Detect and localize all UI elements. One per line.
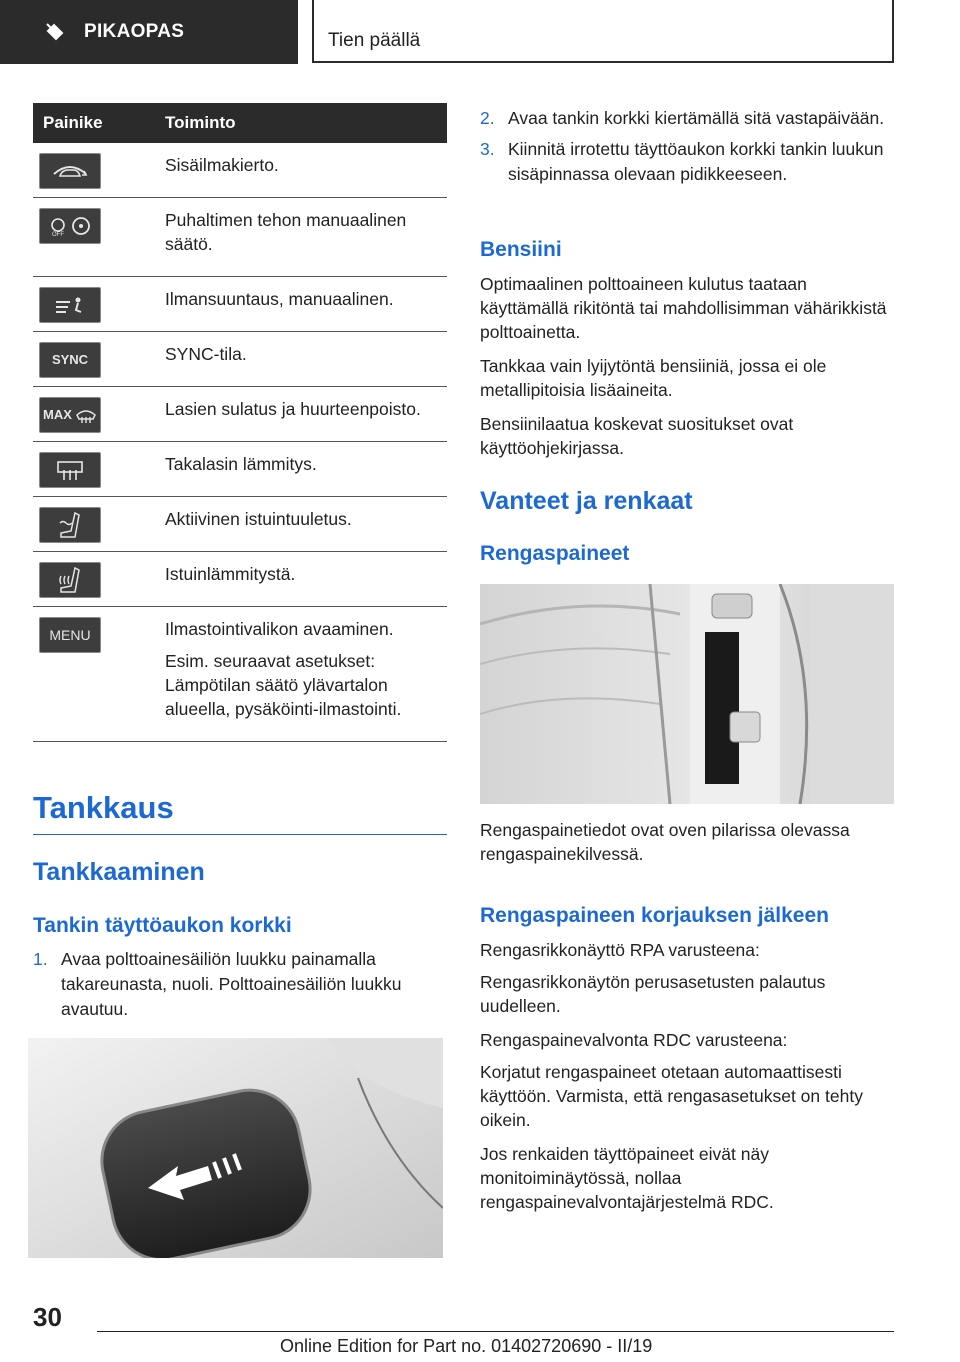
row-text: Sisäilmakierto. — [165, 155, 279, 175]
menu-icon — [39, 617, 101, 653]
row-text: Istuinlämmitystä. — [165, 564, 296, 584]
row-text: Ilmastointivalikon avaaminen. — [165, 619, 394, 639]
air-distribution-icon — [39, 287, 101, 323]
door-pillar-image — [480, 584, 894, 804]
rdc-paragraph: Rengaspainevalvonta RDC varusteena: — [480, 1030, 788, 1050]
after-correction-heading: Rengaspaineen korjauksen jälkeen — [480, 904, 829, 927]
list-item: 2. Avaa tankin korkki kiertämällä sitä vastapäivään. — [480, 108, 885, 128]
table-row — [33, 607, 447, 742]
rpa-paragraph: Rengasrikkonäyttö RPA varusteena: — [480, 940, 760, 960]
quick-guide-tab[interactable] — [0, 0, 298, 64]
fan-icon — [39, 208, 101, 244]
table-header-button: Painike — [33, 103, 157, 143]
rdc-corrected-paragraph: Korjatut rengaspaineet otetaan automaattisesti käyttöön. Varmista, että rengasasetukset on tehty oikein. — [480, 1062, 863, 1130]
wheels-tyres-heading: Vanteet ja renkaat — [480, 487, 693, 515]
max-defrost-icon — [39, 397, 101, 433]
rpa-reset-paragraph: Rengasrikkonäytön perusasetusten palautus uudelleen. — [480, 972, 826, 1016]
seat-heating-icon — [39, 562, 101, 598]
row-text: Aktiivinen istuintuuletus. — [165, 509, 352, 529]
refueling-heading: Tankkaus — [33, 790, 447, 835]
row-text-extra: Esim. seuraavat asetukset: Lämpötilan säätö ylävartalon alueella, pysäköinti-ilmastointi. — [165, 651, 402, 719]
petrol-paragraph-1: Optimaalinen polttoaineen kulutus taataan käyttämällä rikitöntä tai mahdollisimman vähärikkistä polttoainetta. — [480, 274, 887, 342]
list-item: 1. Avaa polttoainesäiliön luukku painamalla takareunasta, nuoli. Polttoainesäiliön luukku avautuu. — [33, 949, 402, 1019]
table-row — [33, 552, 447, 607]
table-row — [33, 143, 447, 198]
table-row — [33, 497, 447, 552]
svg-text:OFF: OFF — [52, 232, 64, 237]
row-text: Puhaltimen tehon manuaalinen säätö. — [165, 210, 407, 254]
quick-guide-icon — [44, 21, 66, 43]
edition-text: Online Edition for Part no. 01402720690 - II/19 — [280, 1336, 653, 1356]
row-text: Ilmansuuntaus, manuaalinen. — [165, 289, 394, 309]
recirculation-icon — [39, 153, 101, 189]
row-text: Lasien sulatus ja huurteenpoisto. — [165, 399, 421, 419]
table-header-function: Toiminto — [157, 103, 447, 143]
menu-label: MENU — [49, 627, 91, 643]
refueling-steps-left — [33, 947, 447, 1028]
section-title: Tien päällä — [328, 30, 421, 51]
tyre-pressure-caption: Rengaspainetiedot ovat oven pilarissa olevassa rengaspainekilvessä. — [480, 820, 850, 864]
petrol-paragraph-3: Bensiinilaatua koskevat suositukset ovat käyttöohjekirjassa. — [480, 414, 794, 458]
table-row — [33, 198, 447, 277]
section-header — [312, 0, 894, 63]
tab-label: PIKAOPAS — [84, 21, 185, 42]
tyre-pressure-heading: Rengaspaineet — [480, 542, 630, 565]
page-number: 30 — [33, 1302, 62, 1332]
table-row — [33, 387, 447, 442]
table-row — [33, 442, 447, 497]
row-text: SYNC-tila. — [165, 344, 247, 364]
table-row — [33, 332, 447, 387]
sync-label: SYNC — [51, 352, 89, 367]
rear-window-heater-icon — [39, 452, 101, 488]
refueling-subheading: Tankkaaminen — [33, 858, 205, 886]
table-row — [33, 277, 447, 332]
petrol-heading: Bensiini — [480, 238, 562, 261]
controls-table — [33, 103, 447, 742]
rdc-reset-paragraph: Jos renkaiden täyttöpaineet eivät näy monitoiminäytössä, nollaa rengaspainevalvontajärjestelmä RDC. — [480, 1144, 774, 1212]
max-label: MAX — [43, 407, 72, 422]
fuel-flap-image — [28, 1038, 443, 1258]
list-item: 3. Kiinnitä irrotettu täyttöaukon korkki tankin luukun sisäpinnassa olevaan pidikkeeseen. — [480, 139, 884, 184]
fuel-cap-heading: Tankin täyttöaukon korkki — [33, 914, 292, 937]
footer-divider — [97, 1331, 894, 1332]
row-text: Takalasin lämmitys. — [165, 454, 317, 474]
petrol-paragraph-2: Tankkaa vain lyijytöntä bensiiniä, jossa ei ole metallipitoisia lisäaineita. — [480, 356, 827, 400]
refueling-steps-right — [480, 106, 894, 193]
seat-ventilation-icon — [39, 507, 101, 543]
controls-table-wrap — [33, 103, 447, 742]
sync-icon — [39, 342, 101, 378]
